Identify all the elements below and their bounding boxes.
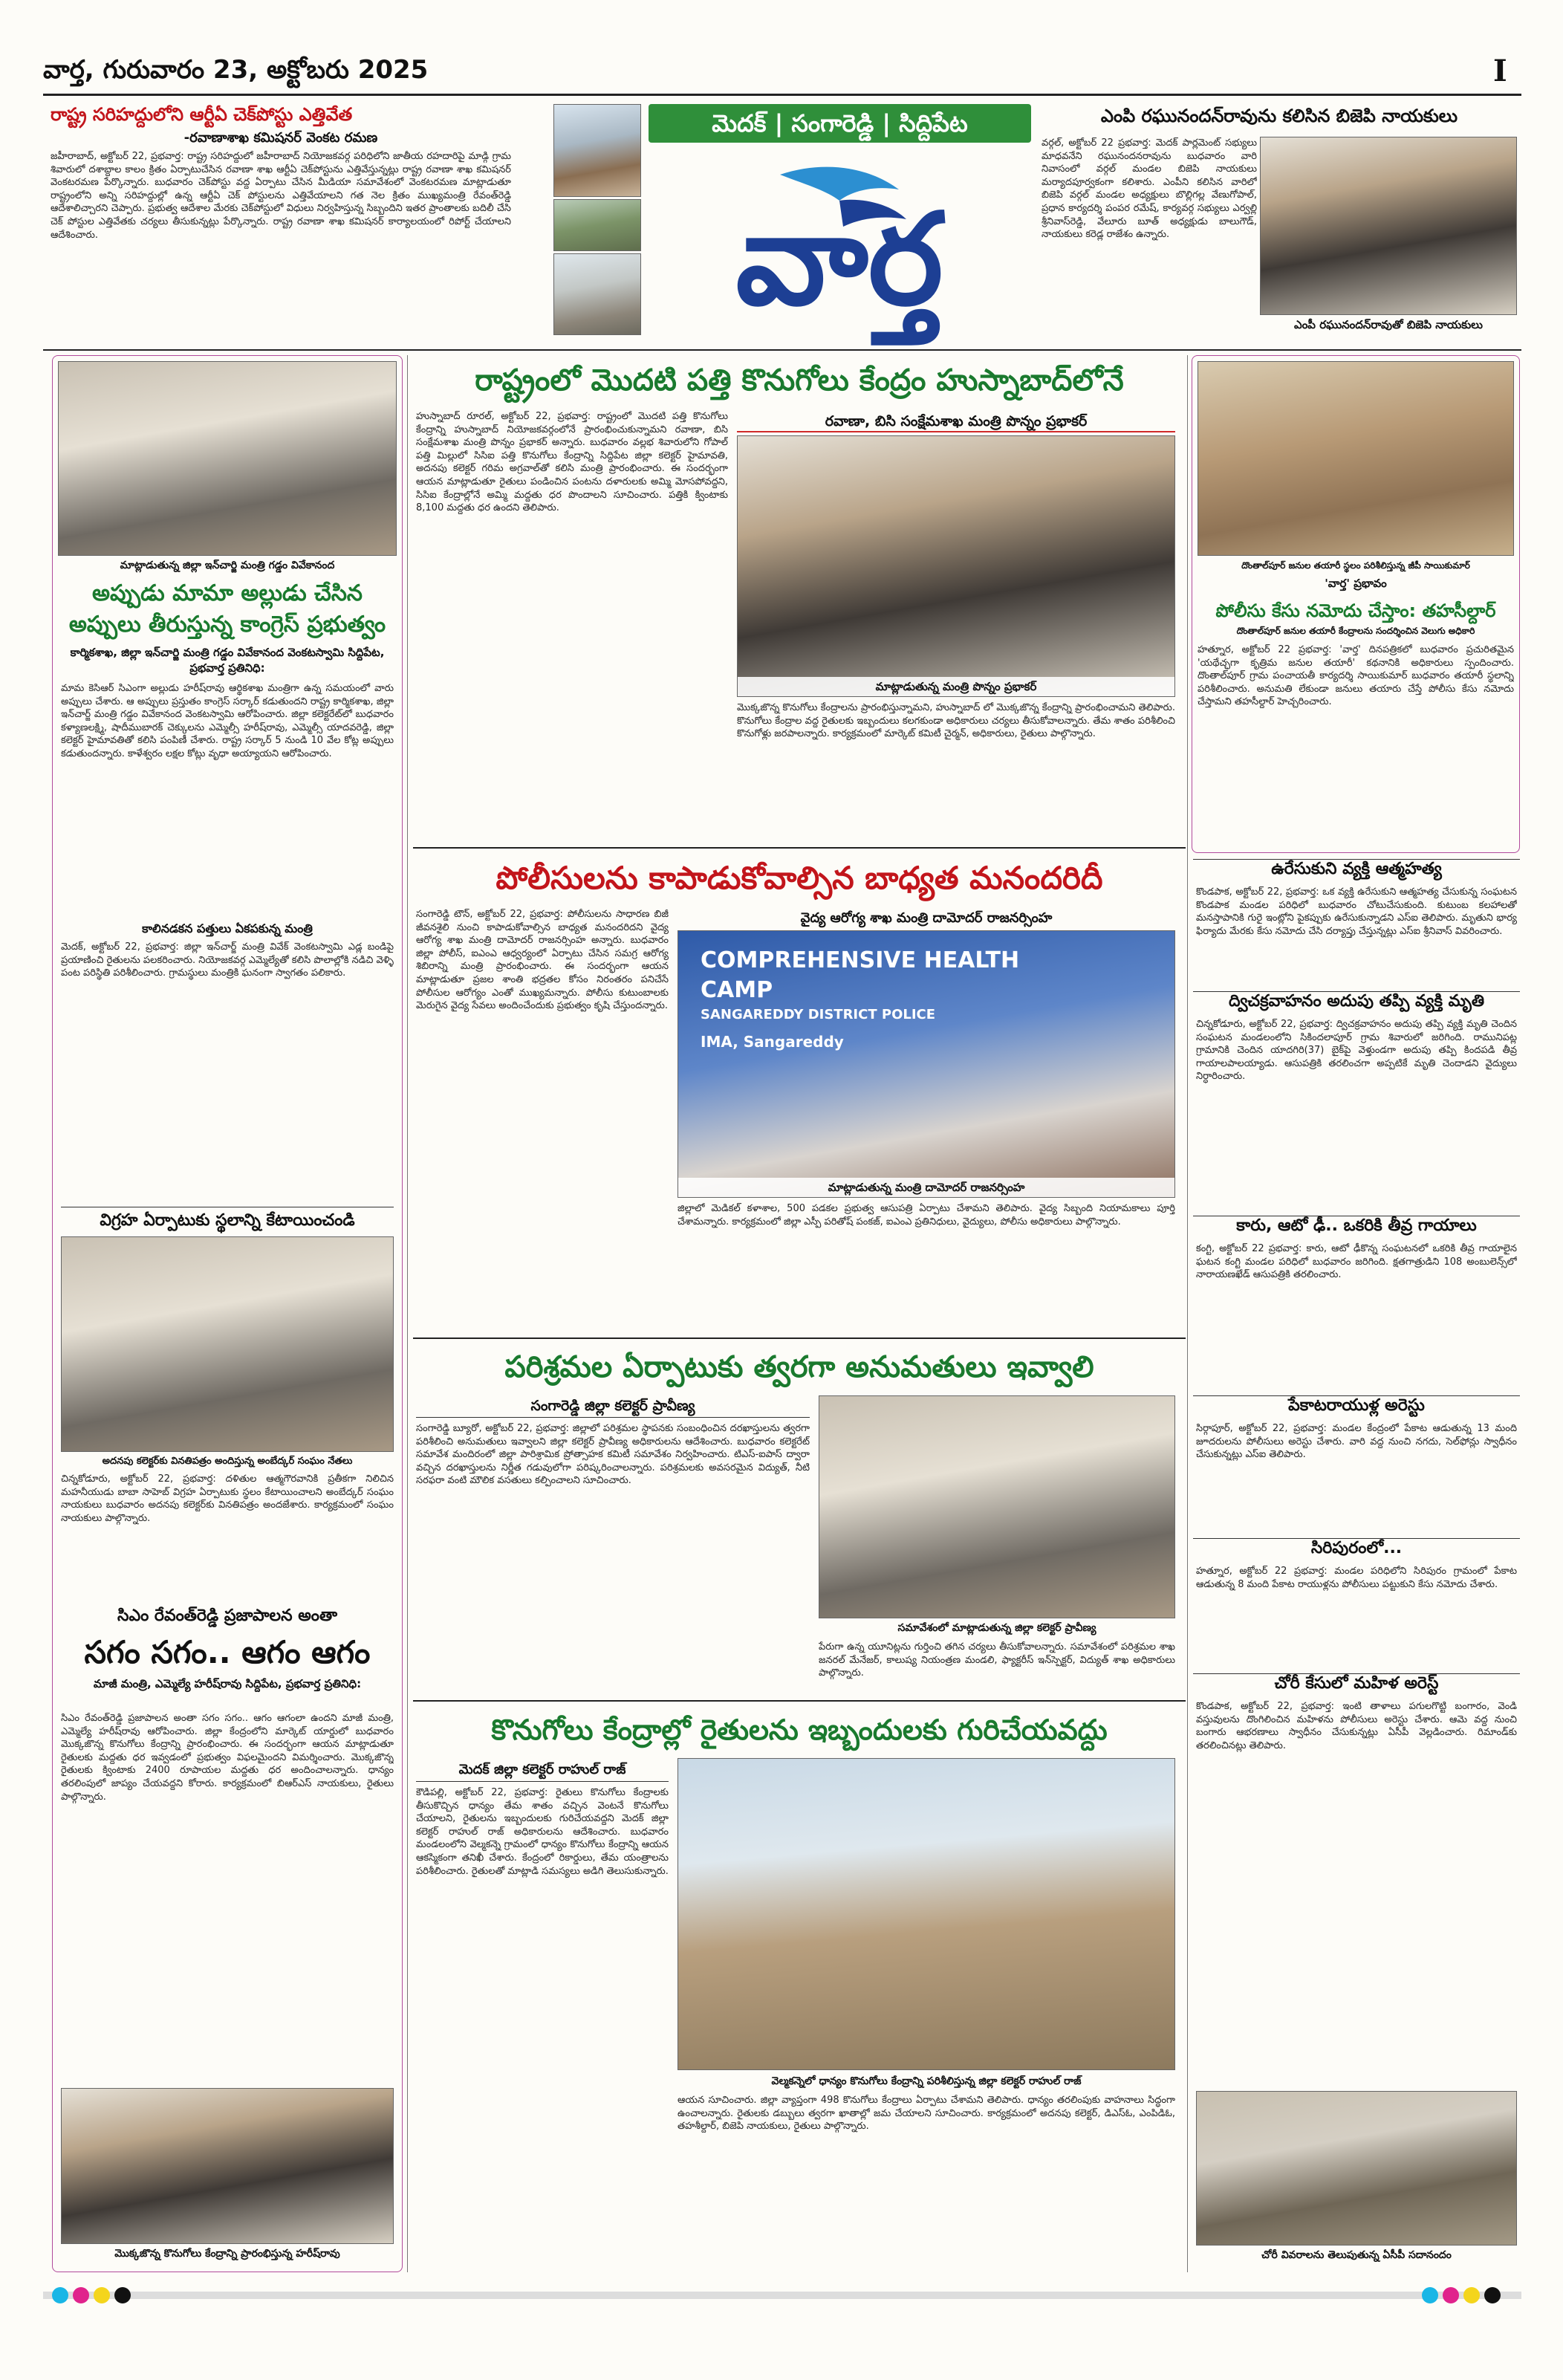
banner-subtitle: SANGAREDDY DISTRICT POLICE	[701, 1007, 936, 1022]
left-photo-minister	[58, 361, 397, 556]
story1-photo-header: రవాణా, బిసి సంక్షేమశాఖ మంత్రి పొన్నం ప్రభాకర్	[737, 410, 1175, 432]
left-subhead1: కార్మికశాఖ, జిల్లా ఇన్‌చార్జి మంత్రి గడ్డం వివేకానంద వెంకటస్వామి సిద్దిపేట, ప్రభవార్త ప్రతినిధి:	[70, 646, 385, 675]
story2-rule	[413, 1337, 1186, 1339]
right-headline1: పోలీసు కేసు నమోదు చేస్తాం: తహసీల్దార్	[1215, 600, 1496, 621]
right-headline4: కారు, ఆటో ఢీ.. ఒకరికి తీవ్ర గాయాలు	[1193, 1216, 1520, 1239]
story3-rule	[413, 1700, 1186, 1702]
registration-dot-yellow-right	[1463, 2287, 1480, 2303]
health-camp-banner	[701, 946, 1042, 1051]
story1-photo	[737, 435, 1175, 697]
page-number: I	[1493, 53, 1507, 88]
left-body2: మెదక్, అక్టోబర్ 22, ప్రభవార్త: జిల్లా ఇన్‌చార్జ్ మంత్రి వివేక్ వెంకటస్వామి ఎడ్ల బండిపై ప్రయాణించి రైతులను పలకరించారు. నియోజకవర్గ ఎమ్మెల్యేతో కలిసి పొలాల్లోకి నడిచి వెళ్ళి పంట పరిస్థితి పరిశీలించారు. గ్రామస్థులు మంత్రికి ఘనంగా స్వాగతం పలికారు.	[61, 941, 394, 979]
right-photo1-caption: దొంతాల్‌పూర్ జనుల తయారీ స్థలం పరిశీలిస్తున్న జీపీ సాయికుమార్	[1241, 560, 1470, 571]
left-photo-memorandum	[61, 1236, 394, 1452]
paper-date: వార్త, గురువారం 23, అక్టోబరు 2025	[43, 55, 429, 85]
right-photo-site	[1198, 361, 1514, 556]
right-subhead1: దొంతాల్‌పూర్ జనుల తయారీ కేంద్రాలను సందర్శించిన వెలుగు అధికారి	[1236, 626, 1475, 636]
right-body7: కొండపాక, అక్టోబర్ 22, ప్రభవార్త: ఇంటి తాళాలు పగులగొట్టి బంగారం, వెండి వస్తువులను దొంగిలించిన మహిళను పోలీసులు అరెస్టు చేశారు. ఆమె వద్ద నుంచి బంగారు ఆభరణాలు స్వాధీనం చేసుకున్నట్లు ఏసీపీ వెల్లడించారు. రిమాండ్‌కు తరలించినట్లు తెలిపారు.	[1196, 1701, 1517, 1751]
story3-headline: పరిశ్రమల ఏర్పాటుకు త్వరగా అనుమతులు ఇవ్వాలి	[504, 1350, 1094, 1384]
left-body4: సిఎం రేవంత్‌రెడ్డి ప్రజాపాలన అంతా సగం సగం.. ఆగం ఆగంలా ఉందని మాజీ మంత్రి, ఎమ్మెల్యే హరీష్‌రావు ఆరోపించారు. జిల్లా కేంద్రంలోని మార్కెట్ యార్డులో బుధవారం మొక్కజొన్న కొనుగోలు కేంద్రాన్ని ప్రారంభించారు. ఈ సందర్భంగా ఆయన మాట్లాడుతూ రైతులకు మద్దతు ధర ఇవ్వడంలో ప్రభుత్వం విఫలమైందని విమర్శించారు. మొక్కజొన్న రైతులకు క్వింటాకు 2400 రూపాయల మద్దతు ధర అందించాలన్నారు. ధాన్యం తరలింపులో జాప్యం చేయవద్దని కోరారు. కార్యక్రమంలో బిఆర్‌ఎస్ నాయకులు, రైతులు పాల్గొన్నారు.	[61, 1713, 394, 1803]
left-column-divider	[407, 355, 408, 2272]
logo-text: వార్త	[735, 187, 943, 334]
top-right-body: వర్గల్, అక్టోబర్ 22 ప్రభవార్త: మెదక్ పార్లమెంట్ సభ్యులు మాధవనేని రఘునందనరావును బుధవారం వారి నివాసంలో వర్గల్ మండల బిజెపి నాయకులు మర్యాదపూర్వకంగా కలిశారు. ఎంపీని కలిసిన వారిలో బిజెపి వర్గల్ మండల అధ్యక్షులు బొల్లిగల్ల వేణుగోపాల్, ప్రధాన కార్యదర్శి పంపర రమేష్, కార్యవర్గ సభ్యులు ఎర్వల్లి శ్రీనివాస్‌రెడ్డి, వేలూరు బూత్ అధ్యక్షుడు బాలుగౌడ్, నాయకులు కరెడ్ల రాజేశం ఉన్నారు.	[1042, 137, 1257, 241]
registration-dot-cyan-right	[1422, 2287, 1438, 2303]
masthead-rule	[43, 94, 1521, 96]
story4-photo	[677, 1758, 1175, 2070]
masthead-photo-temple	[553, 104, 641, 197]
story1-body-bottom: మొక్కజొన్న కొనుగోలు కేంద్రాలను ప్రారంభిస్తున్నామని, హుస్నాబాద్ లో మొక్కజొన్న కేంద్రాన్ని ప్రారంభించామని తెలిపారు. కొనుగోలు కేంద్రాల వద్ద రైతులకు ఇబ్బందులు కలగకుండా అధికారులు చర్యలు తీసుకోవాలన్నారు. తేమ శాతం పరిశీలించి కొనుగోళ్లు జరపాలన్నారు. కార్యక్రమంలో మార్కెట్ కమిటీ చైర్మన్, అధికారులు, రైతులు పాల్గొన్నారు.	[737, 702, 1175, 740]
top-right-photo-caption: ఎంపీ రఘునందన్‌రావుతో బిజెపి నాయకులు	[1294, 318, 1483, 331]
left-photo2-caption: అదనపు కలెక్టర్‌కు వినతిపత్రం అందిస్తున్న అంబేద్కర్ సంఘం నేతలు	[102, 1456, 353, 1467]
story2-photo-caption: మాట్లాడుతున్న మంత్రి దామోదర్ రాజనర్సింహ	[678, 1178, 1174, 1197]
left-body1: మామ కెసిఆర్ సిఎంగా అల్లుడు హరీష్‌రావు ఆర్థికశాఖ మంత్రిగా ఉన్న సమయంలో వారు అప్పులు చేశారు. ఆ అప్పులు ప్రస్తుతం కాంగ్రెస్ సర్కార్ కడుతుందని రాష్ట్ర కార్మికశాఖ, జిల్లా ఇన్‌చార్జ్ మంత్రి గడ్డం వివేకానంద వెంకటస్వామి ఆరోపించారు. జిల్లా కలెక్టరేట్‌లో బుధవారం కళ్యాణలక్ష్మి, షాదీముబారక్ చెక్కులను ఎమ్మెల్సీ హరీష్‌రావు, ఎమ్మెల్సీ యాదవరెడ్డి, జిల్లా కలెక్టర్ హైమావతితో కలిసి పంపిణీ చేశారు. రాష్ట్ర సర్కార్ 5 నుండి 10 వేల కోట్ల అప్పులు కడుతుందన్నారు. కాళేశ్వరం లక్షల కోట్లు వృధా అయ్యాయని ఆరోపించారు.	[61, 683, 394, 759]
registration-dot-black	[114, 2287, 131, 2303]
top-left-headline: రాష్ట్ర సరిహద్దులోని ఆర్టీఏ చెక్‌పోస్టు ఎత్తివేత	[51, 104, 353, 125]
registration-dot-black-right	[1484, 2287, 1501, 2303]
story1-photo-caption: మాట్లాడుతున్న మంత్రి పొన్నం ప్రభాకర్	[738, 677, 1174, 696]
right-photo2-caption: చోరీ వివరాలను తెలుపుతున్న ఏసీపీ సదానందం	[1261, 2249, 1452, 2261]
left-subhead3: మాజీ మంత్రి, ఎమ్మెల్యే హరీష్‌రావు సిద్దిపేట, ప్రభవార్త ప్రతినిధి:	[93, 1677, 362, 1690]
right-vartha-tag: 'వార్త' ప్రభావం	[1325, 577, 1387, 590]
footer-bar	[43, 2292, 1521, 2299]
left-headline2: సగం సగం.. ఆగం ఆగం	[84, 1634, 371, 1670]
left-body3: చిన్నకోడూరు, అక్టోబర్ 22, ప్రభవార్త: దళితుల ఆత్మగౌరవానికి ప్రతీకగా నిలిచిన మహనీయుడు బాబా సాహెబ్ విగ్రహ ఏర్పాటుకు స్థలం కేటాయించాలని అంబేద్కర్ సంఘం నాయకులు బుధవారం అదనపు కలెక్టర్‌కు వినతిపత్రం అందజేశారు. కార్యక్రమంలో సంఘం నాయకులు పాల్గొన్నారు.	[61, 1473, 394, 1524]
story1-body-left: హుస్నాబాద్ రూరల్, అక్టోబర్ 22, ప్రభవార్త: రాష్ట్రంలో మొదటి పత్తి కొనుగోలు కేంద్రాన్ని హుస్నాబాద్ నియోజకవర్గంలోనే ప్రారంభించుకున్నామని రవాణా, బిసి సంక్షేమశాఖ మంత్రి పొన్నం ప్రభాకర్ అన్నారు. బుధవారం వల్లభ శివారులోని గోపాల్ పత్తి మిల్లులో సిసిఐ పత్తి కొనుగోలు కేంద్రాన్ని సిద్దిపేట జిల్లా కలెక్టర్ హైమావతి, అదనపు కలెక్టర్ గరిమ అగ్రవాల్‌తో కలిసి మంత్రి ప్రారంభించారు. ఈ సందర్భంగా ఆయన మాట్లాడుతూ రైతులు పండించిన పంటను దళారులకు అమ్మి మోసపోవద్దని, సిసిఐ కేంద్రాల్లోనే అమ్మి మద్దతు ధర పొందాలని సూచించారు. పత్తికి క్వింటాకు 8,100 మద్దతు ధర ఉందని తెలిపారు.	[416, 411, 728, 514]
right-headline5: పేకాటరాయుళ్ల అరెస్టు	[1193, 1395, 1520, 1419]
right-column-divider	[1187, 355, 1188, 2272]
top-left-subhead: -రవాణాశాఖ కమిషనర్ వెంకట రమణ	[183, 130, 378, 146]
left-strip-headline: విగ్రహ ఏర్పాటుకు స్థలాన్ని కేటాయించండి	[61, 1207, 394, 1233]
banner-ima: IMA, Sangareddy	[701, 1033, 844, 1051]
registration-dot-cyan	[52, 2287, 68, 2303]
right-headline2: ఉరేసుకుని వ్యక్తి ఆత్మహత్య	[1193, 859, 1520, 883]
registration-dot-magenta-right	[1443, 2287, 1459, 2303]
brand-logo	[654, 145, 1025, 338]
story3-body-left: సంగారెడ్డి బ్యూరో, అక్టోబర్ 22, ప్రభవార్త: జిల్లాలో పరిశ్రమల స్థాపనకు సంబంధించిన దరఖాస్తులను త్వరగా పరిశీలించి అనుమతులు ఇవ్వాలని జిల్లా కలెక్టర్ ప్రావీణ్య అధికారులను ఆదేశించారు. బుధవారం కలెక్టరేట్ సమావేశ మందిరంలో జిల్లా పారిశ్రామిక ప్రోత్సాహక కమిటీ సమావేశం నిర్వహించారు. టిఎస్-ఐపాస్ ద్వారా వచ్చిన దరఖాస్తులను నిర్ణీత గడువులోగా పరిష్కరించాలన్నారు. పరిశ్రమలకు అవసరమైన విద్యుత్, నీటి సరఫరా వంటి మౌలిక వసతులు కల్పించాలని సూచించారు.	[416, 1423, 810, 1487]
story2-photo	[677, 930, 1175, 1198]
story3-photo-caption: సమావేశంలో మాట్లాడుతున్న జిల్లా కలెక్టర్ ప్రావీణ్య	[897, 1622, 1096, 1634]
right-body4: కంగ్టి, అక్టోబర్ 22 ప్రభవార్త: కారు, ఆటో ఢీకొన్న సంఘటనలో ఒకరికి తీవ్ర గాయాలైన ఘటన కంగ్టి మండల పరిధిలో బుధవారం జరిగింది. క్షతగాత్రుడిని 108 అంబులెన్స్‌లో నారాయణఖేడ్ ఆసుపత్రికి తరలించారు.	[1196, 1243, 1517, 1281]
left-photo3-caption: మొక్కజొన్న కొనుగోలు కేంద్రాన్ని ప్రారంభిస్తున్న హరీష్‌రావు	[114, 2248, 340, 2260]
story1-headline: రాష్ట్రంలో మొదటి పత్తి కొనుగోలు కేంద్రం హుస్నాబాద్‌లోనే	[475, 363, 1124, 398]
story2-body-left: సంగారెడ్డి టౌన్, అక్టోబర్ 22, ప్రభవార్త: పోలీసులను సాధారణ బిజీ జీవనశైలి నుంచి కాపాడుకోవాల్సిన బాధ్యత మనందరిదని వైద్య ఆరోగ్య శాఖ మంత్రి దామోదర్ రాజనర్సింహ అన్నారు. బుధవారం జిల్లా పోలీస్, ఐఎంఎ ఆధ్వర్యంలో ఏర్పాటు చేసిన సమగ్ర ఆరోగ్య శిబిరాన్ని మంత్రి ప్రారంభించారు. ఈ సందర్భంగా ఆయన మాట్లాడుతూ ప్రజల శాంతి భద్రతల కోసం నిరంతరం పనిచేసే పోలీసుల ఆరోగ్యం ఎంతో ముఖ్యమన్నారు. పోలీసు కుటుంబాలకు మెరుగైన వైద్య సేవలు అందించేందుకు ప్రభుత్వం కృషి చేస్తుందన్నారు.	[416, 909, 669, 1012]
right-photo-police	[1196, 2091, 1517, 2246]
left-headline2-top: సిఎం రేవంత్‌రెడ్డి ప్రజాపాలన అంతా	[117, 1606, 337, 1625]
story3-body-bottom: పేరుగా ఉన్న యూనిట్లను గుర్తించి తగిన చర్యలు తీసుకోవాలన్నారు. సమావేశంలో పరిశ్రమల శాఖ జనరల్ మేనేజర్, కాలుష్య నియంత్రణ మండలి, ఫ్యాక్టరీస్ ఇన్‌స్పెక్టర్, విద్యుత్ శాఖ అధికారులు పాల్గొన్నారు.	[819, 1641, 1175, 1679]
top-section-rule	[43, 349, 1521, 351]
banner-title: COMPREHENSIVE HEALTH CAMP	[701, 947, 1020, 1003]
story4-body-bottom: ఆయన సూచించారు. జిల్లా వ్యాప్తంగా 498 కొనుగోలు కేంద్రాలు ఏర్పాటు చేశామని తెలిపారు. ధాన్యం తరలింపుకు వాహనాలు సిద్ధంగా ఉంచాలన్నారు. రైతులకు డబ్బులు త్వరగా ఖాతాల్లో జమ చేయాలని సూచించారు. కార్యక్రమంలో అదనపు కలెక్టర్, డిఎస్‌ఓ, ఎంపిడిఓ, తహశీల్దార్, బిజెపి నాయకులు, రైతులు పాల్గొన్నారు.	[677, 2095, 1175, 2133]
top-right-headline: ఎంపి రఘునందన్‌రావును కలిసిన బిజెపి నాయకులు	[1100, 106, 1458, 126]
top-right-photo	[1260, 137, 1517, 315]
left-subhead2: కాలినడకన పత్తులు ఏకపకున్న మంత్రి	[142, 921, 313, 936]
story2-headline: పోలీసులను కాపాడుకోవాల్సిన బాధ్యత మనందరిదీ	[495, 860, 1103, 896]
right-headline7: చోరీ కేసులో మహిళ అరెస్ట్	[1193, 1673, 1520, 1697]
left-photo1-caption: మాట్లాడుతున్న జిల్లా ఇన్‌చార్జి మంత్రి గడ్డం వివేకానంద	[120, 560, 335, 571]
story4-photo-caption: వెల్మకన్నెలో ధాన్యం కొనుగోలు కేంద్రాన్ని పరిశీలిస్తున్న జిల్లా కలెక్టర్ రాహుల్ రాజ్	[771, 2075, 1082, 2087]
story4-body-left: కౌడిపల్లి, అక్టోబర్ 22, ప్రభవార్త: రైతులు కొనుగోలు కేంద్రాలకు తీసుకొచ్చిన ధాన్యం తేమ శాతం వచ్చిన వెంటనే కొనుగోలు చేయాలని, రైతులను ఇబ్బందులకు గురిచేయవద్దని మెదక్ జిల్లా కలెక్టర్ రాహుల్ రాజ్ అధికారులను ఆదేశించారు. బుధవారం మండలంలోని వెల్మకన్నె గ్రామంలో ధాన్యం కొనుగోలు కేంద్రాన్ని ఆయన ఆకస్మికంగా తనిఖీ చేశారు. కేంద్రంలో రికార్డులు, తేమ యంత్రాలను పరిశీలించారు. రైతులతో మాట్లాడి సమస్యలు అడిగి తెలుసుకున్నారు.	[416, 1787, 669, 1877]
masthead-photo-fort	[553, 199, 641, 251]
story3-photo	[819, 1395, 1175, 1618]
right-headline6: సిరిపురంలో...	[1193, 1538, 1520, 1562]
story2-photo-header: వైద్య ఆరోగ్య శాఖ మంత్రి దామోదర్ రాజనర్సింహ	[800, 910, 1053, 926]
edition-band: మెదక్ | సంగారెడ్డి | సిద్దిపేట	[649, 104, 1031, 143]
story4-headline: కొనుగోలు కేంద్రాల్లో రైతులను ఇబ్బందులకు గురిచేయవద్దు	[491, 1713, 1108, 1746]
right-headline3: ద్విచక్రవాహనం అదుపు తప్పి వ్యక్తి మృతి	[1193, 991, 1520, 1015]
story4-subhead: మెదక్ జిల్లా కలెక్టర్ రాహుల్ రాజ్	[416, 1758, 669, 1782]
right-body5: సిర్గాపూర్, అక్టోబర్ 22, ప్రభవార్త: మండల కేంద్రంలో పేకాట ఆడుతున్న 13 మంది జూదరులను పోలీసులు అరెస్టు చేశారు. వారి వద్ద నుంచి నగదు, సెల్‌ఫోన్లు స్వాధీనం చేసుకున్నట్లు ఎస్‌ఐ తెలిపారు.	[1196, 1423, 1517, 1461]
masthead-photo-tower	[553, 253, 641, 335]
story1-rule	[413, 847, 1186, 849]
story2-body-bottom: జిల్లాలో మెడికల్ కళాశాల, 500 పడకల ప్రభుత్వ ఆసుపత్రి ఏర్పాటు చేశామని తెలిపారు. వైద్య సిబ్బంది నియామకాలు పూర్తి చేశామన్నారు. కార్యక్రమంలో జిల్లా ఎస్పీ పరితోష్ పంకజ్, ఐఎంఎ ప్రతినిధులు, వైద్యులు, పోలీసు అధికారులు పాల్గొన్నారు.	[677, 1203, 1175, 1228]
left-photo-maize-centre	[61, 2088, 394, 2244]
right-body1: హత్నూర, అక్టోబర్ 22 ప్రభవార్త: 'వార్త' దినపత్రికలో బుధవారం ప్రచురితమైన 'యథేచ్ఛగా కృత్రిమ జనుల తయారీ' కథనానికి అధికారులు స్పందించారు. దొంతాల్‌పూర్ గ్రామ పంచాయతీ కార్యదర్శి సాయికుమార్ బుధవారం తయారీ స్థలాన్ని పరిశీలించారు. అనుమతి లేకుండా జనులు తయారు చేస్తే పోలీసు కేసు నమోదు చేస్తామని తహసీల్దార్ హెచ్చరించారు.	[1198, 644, 1514, 708]
right-body6: హత్నూర, అక్టోబర్ 22 ప్రభవార్త: మండల పరిధిలోని సిరిపురం గ్రామంలో పేకాట ఆడుతున్న 8 మంది పేకాట రాయుళ్లను పోలీసులు పట్టుకుని కేసు నమోదు చేశారు.	[1196, 1566, 1517, 1590]
right-body3: చిన్నకోడూరు, అక్టోబర్ 22, ప్రభవార్త: ద్విచక్రవాహనం అదుపు తప్పి వ్యక్తి మృతి చెందిన సంఘటన మండలంలోని సికిందలాపూర్ గ్రామ శివారులో జరిగింది. రామునిపట్ల గ్రామానికి చెందిన యాదగిరి(37) బైక్‌పై వెళ్తుండగా అదుపు తప్పి కిందపడి తీవ్ర గాయాలపాలయ్యాడు. ఆసుపత్రికి తరలించగా అప్పటికే మృతి చెందాడని వైద్యులు నిర్ధారించారు.	[1196, 1019, 1517, 1083]
registration-dot-yellow	[94, 2287, 110, 2303]
left-headline1: అప్పుడు మామా అల్లుడు చేసిన అప్పులు తీరుస్తున్న కాంగ్రెస్ ప్రభుత్వం	[68, 580, 386, 638]
top-left-body: జహీరాబాద్, అక్టోబర్ 22, ప్రభవార్త: రాష్ట్ర సరిహద్దులో జహీరాబాద్ నియోజకవర్గ పరిధిలోని జాతీయ రహదారిపై మాడ్గి గ్రామ శివారులో దశాబ్దాల కాలం క్రితం ఏర్పాటుచేసిన రవాణా శాఖ ఆర్టీఏ చెక్‌పోస్టును ఎత్తివేస్తున్నట్లు రాష్ట్ర రవాణా శాఖ కమిషనర్ వెంకటరమణ పేర్కొన్నారు. బుధవారం చెక్‌పోస్టు వద్ద ఏర్పాటు చేసిన మీడియా సమావేశంలో వెంకటరమణ మాట్లాడుతూ రాష్ట్రంలోని అన్ని సరిహద్దుల్లో ఉన్న ఆర్టీఏ చెక్ పోస్టులను ఎత్తివేయాలని గత నెల క్రితం ముఖ్యమంత్రి రేవంత్‌రెడ్డి ఆదేశాలిచ్చారని చెప్పారు. ప్రభుత్వ ఆదేశాల మేరకు చెక్‌పోస్టులో విధులు నిర్వహిస్తున్న సిబ్బందిని ఇతర ప్రాంతాలకు బదిలీ చేసి చెక్ పోస్టుల ఎత్తివేతకు చర్యలు తీసుకున్నట్లు పేర్కొన్నారు. రాష్ట్ర రవాణా శాఖ కమిషనర్ కార్యాలయంలో రిపోర్ట్ చేయాలని ఆదేశించారు.	[51, 151, 511, 241]
story3-subhead: సంగారెడ్డి జిల్లా కలెక్టర్ ప్రావీణ్య	[416, 1394, 810, 1418]
registration-dot-magenta	[73, 2287, 89, 2303]
right-body2: కొండపాక, అక్టోబర్ 22, ప్రభవార్త: ఒక వ్యక్తి ఉరేసుకుని ఆత్మహత్య చేసుకున్న సంఘటన కొండపాక మండల పరిధిలో బుధవారం చోటుచేసుకుంది. కుటుంబ కలహాలతో మనస్తాపానికి గురై ఇంట్లోని పైకప్పుకు ఉరేసుకున్నాడని ఎస్‌ఐ తెలిపారు. మృతుని భార్య ఫిర్యాదు మేరకు కేసు నమోదు చేసి దర్యాప్తు చేస్తున్నట్లు ఎస్‌ఐ శ్రీనివాస్ వివరించారు.	[1196, 886, 1517, 937]
